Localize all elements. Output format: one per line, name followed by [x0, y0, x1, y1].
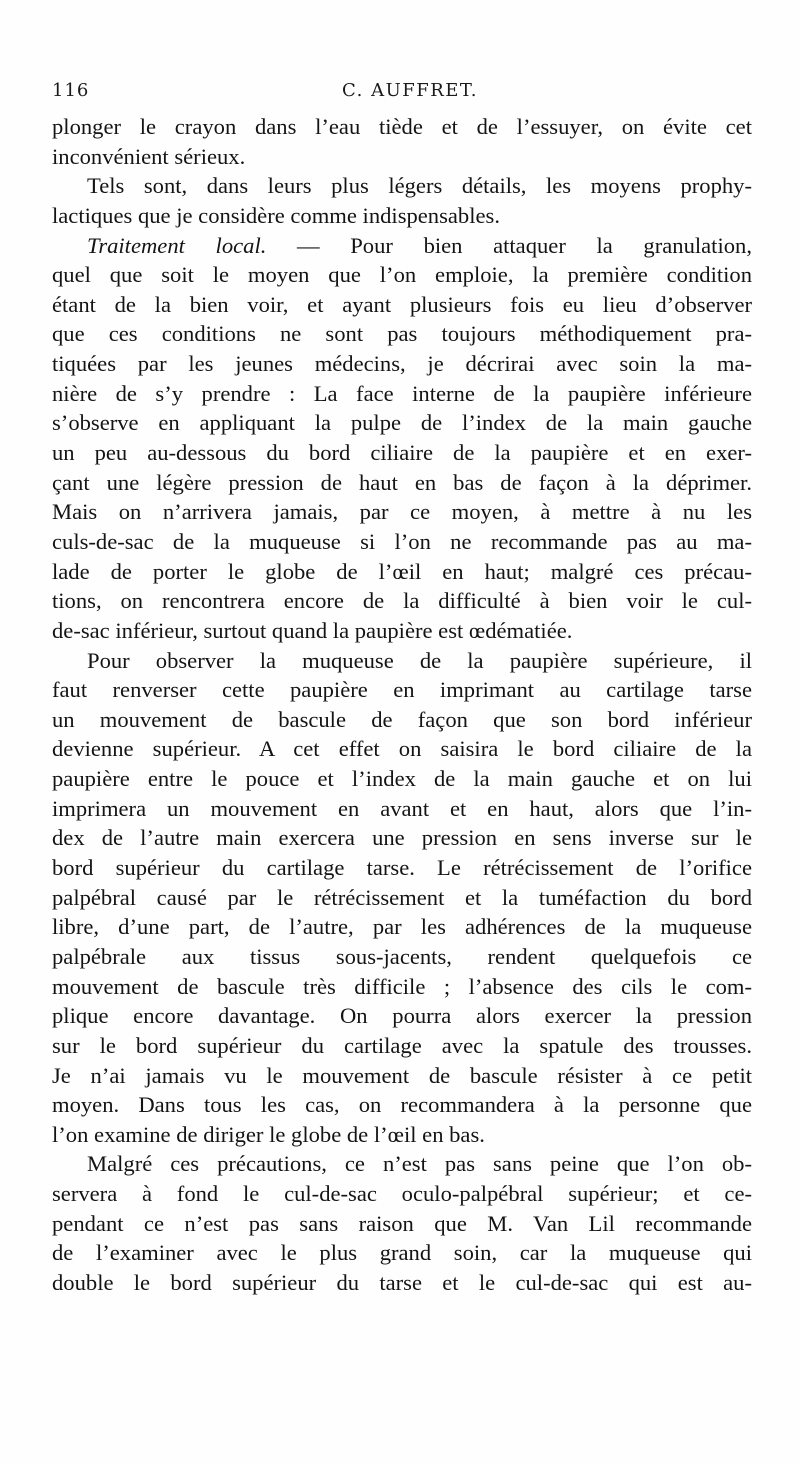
text-line: paupière entre le pouce et l’index de la main gauche et on lui: [52, 766, 752, 792]
text-line: servera à fond le cul-de-sac oculo-palpébral supérieur; et ce-: [52, 1181, 752, 1207]
section-heading: Traitement local.: [87, 232, 267, 258]
text-line: s’observe en appliquant la pulpe de l’index de la main gauche: [52, 410, 752, 436]
text-line: tions, on rencontrera encore de la difficulté à bien voir le cul-: [52, 588, 752, 614]
text-line: palpébral causé par le rétrécissement et la tuméfaction du bord: [52, 884, 752, 910]
text-line-with-heading: [52, 231, 752, 261]
page-header: [52, 80, 752, 108]
text-line: bord supérieur du cartilage tarse. Le rétrécissement de l’orifice: [52, 855, 752, 881]
text-line: inconvénient sérieux.: [52, 143, 246, 169]
text-line: imprimera un mouvement en avant et en haut, alors que l’in-: [52, 795, 752, 821]
text-line: étant de la bien voir, et ayant plusieurs fois eu lieu d’observer: [52, 291, 752, 317]
body-text: [52, 112, 752, 1298]
text-line: Je n’ai jamais vu le mouvement de bascule résister à ce petit: [52, 1062, 752, 1088]
text-line: moyen. Dans tous les cas, on recommandera à la personne que: [52, 1092, 752, 1118]
text-line: nière de s’y prendre : La face interne de la paupière inférieure: [52, 380, 752, 406]
text-line: dex de l’autre main exercera une pression en sens inverse sur le: [52, 825, 752, 851]
text-line-continuation: — Pour bien attaquer la granulation,: [266, 232, 752, 258]
text-line: Mais on n’arrivera jamais, par ce moyen, à mettre à nu les: [52, 499, 752, 525]
text-line: un mouvement de bascule de façon que son bord inférieur: [52, 706, 752, 732]
text-line: devienne supérieur. A cet effet on saisira le bord ciliaire de la: [52, 736, 752, 762]
text-line: tiquées par les jeunes médecins, je décrirai avec soin la ma-: [52, 351, 752, 377]
text-line: libre, d’une part, de l’autre, par les adhérences de la muqueuse: [52, 914, 752, 940]
running-head: C. AUFFRET.: [342, 80, 478, 101]
text-line: pendant ce n’est pas sans raison que M. Van Lil recommande: [52, 1210, 752, 1236]
page-number: 116: [52, 80, 90, 101]
text-line: Pour observer la muqueuse de la paupière supérieure, il: [87, 647, 752, 673]
text-line: sur le bord supérieur du cartilage avec la spatule des trousses.: [52, 1032, 752, 1058]
text-line: lactiques que je considère comme indispensables.: [52, 202, 500, 228]
text-line: plique encore davantage. On pourra alors exercer la pression: [52, 1003, 752, 1029]
text-line: çant une légère pression de haut en bas de façon à la déprimer.: [52, 469, 752, 495]
text-line: Tels sont, dans leurs plus légers détails, les moyens prophy-: [87, 173, 752, 199]
text-line: palpébrale aux tissus sous-jacents, rendent quelquefois ce: [52, 943, 752, 969]
text-line: que ces conditions ne sont pas toujours méthodiquement pra-: [52, 321, 752, 347]
text-line: double le bord supérieur du tarse et le cul-de-sac qui est au-: [52, 1269, 752, 1295]
text-line: mouvement de bascule très difficile ; l’absence des cils le com-: [52, 973, 752, 999]
text-line: plonger le crayon dans l’eau tiède et de l’essuyer, on évite cet: [52, 114, 752, 139]
text-line: lade de porter le globe de l’œil en haut; malgré ces précau-: [52, 558, 752, 584]
text-line: faut renverser cette paupière en imprimant au cartilage tarse: [52, 677, 752, 703]
text-line: l’on examine de diriger le globe de l’œil en bas.: [52, 1121, 485, 1147]
text-line: de-sac inférieur, surtout quand la paupière est œdématiée.: [52, 617, 573, 643]
text-line: de l’examiner avec le plus grand soin, car la muqueuse qui: [52, 1240, 752, 1266]
text-line: un peu au-dessous du bord ciliaire de la paupière et en exer-: [52, 440, 752, 466]
text-line: Malgré ces précautions, ce n’est pas sans peine que l’on ob-: [87, 1151, 752, 1177]
text-line: culs-de-sac de la muqueuse si l’on ne recommande pas au ma-: [52, 528, 752, 554]
text-line: quel que soit le moyen que l’on emploie, la première condition: [52, 262, 752, 288]
